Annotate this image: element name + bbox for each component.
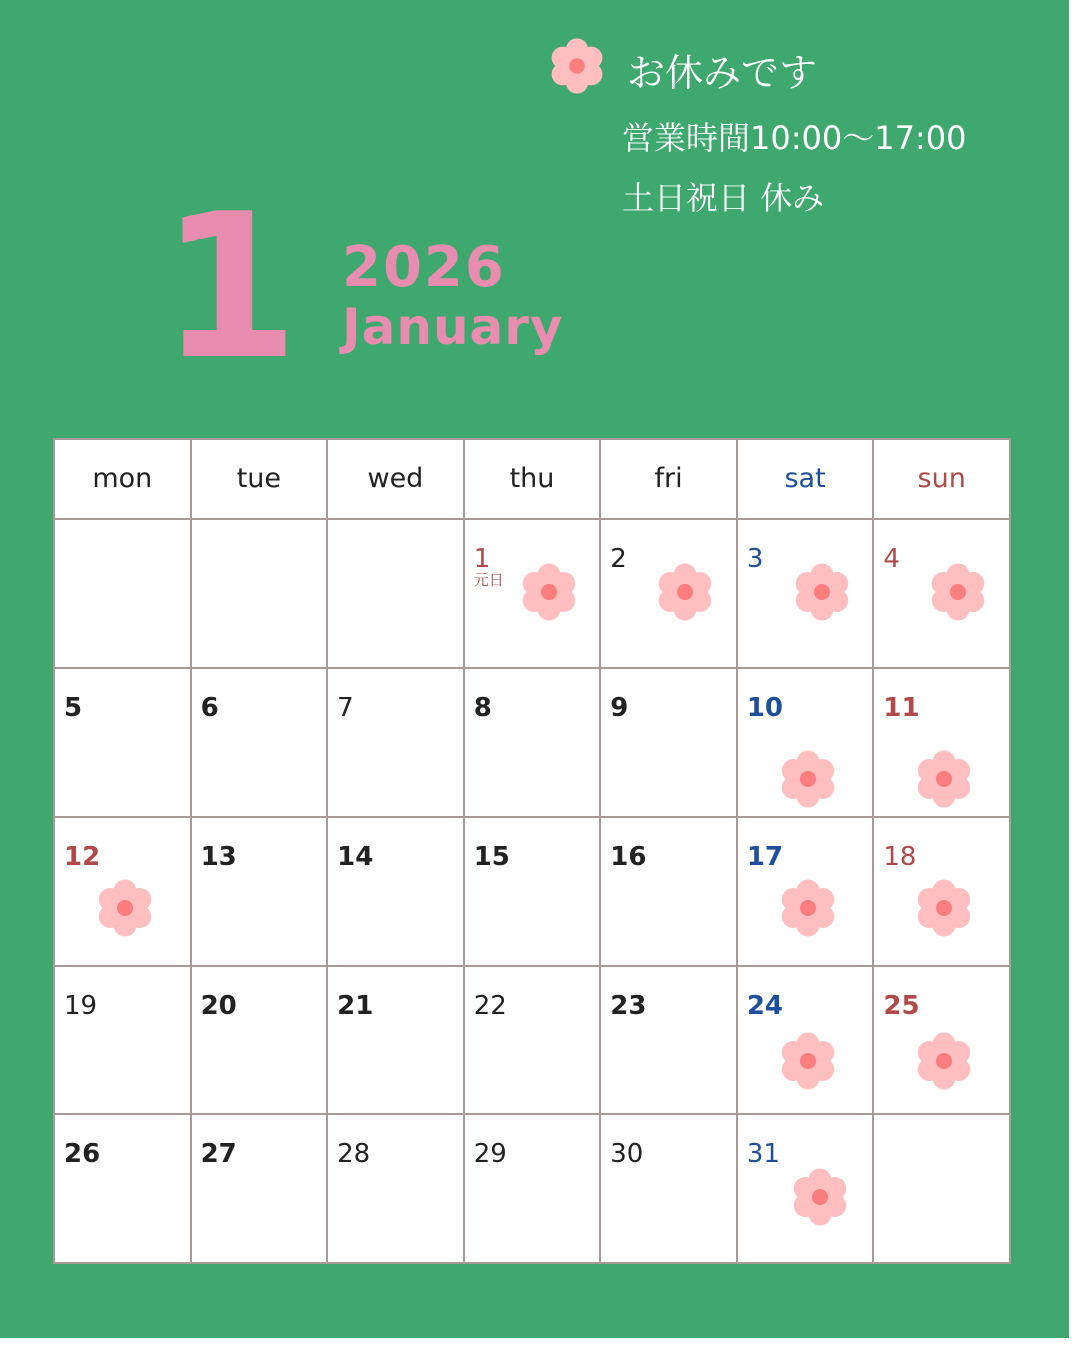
day-number: 22	[473, 990, 507, 1021]
weekday-label: fri	[654, 463, 683, 494]
day-number: 23	[610, 990, 647, 1021]
calendar-week-row	[54, 668, 1010, 817]
weekday-label: thu	[509, 463, 555, 494]
closed-day-flower-icon	[788, 1165, 852, 1229]
weekday-header-tue	[191, 439, 328, 519]
day-number: 6	[200, 693, 219, 724]
calendar-grid	[53, 438, 1011, 1264]
weekday-label: sun	[917, 463, 966, 494]
day-number: 21	[337, 990, 374, 1021]
day-cell	[54, 668, 191, 817]
weekday-header-wed	[327, 439, 464, 519]
closed-day-flower-icon	[912, 747, 976, 811]
weekday-label: wed	[367, 463, 424, 494]
calendar-week-row	[54, 519, 1010, 668]
day-number: 19	[64, 990, 98, 1021]
day-number: 15	[473, 841, 510, 872]
weekday-header-fri	[600, 439, 737, 519]
closed-day-flower-icon	[653, 560, 717, 624]
day-cell	[191, 1114, 328, 1263]
day-cell	[191, 668, 328, 817]
day-number: 25	[883, 990, 920, 1021]
day-number: 31	[746, 1139, 780, 1170]
day-number: 24	[746, 990, 783, 1021]
day-number: 9	[610, 693, 629, 724]
day-cell	[600, 817, 737, 966]
closed-day-flower-icon	[776, 1029, 840, 1093]
weekday-header-sun	[873, 439, 1010, 519]
day-cell	[464, 668, 601, 817]
flower-icon	[546, 35, 608, 97]
weekday-label: mon	[92, 463, 153, 494]
weekday-header-mon	[54, 439, 191, 519]
closed-day-flower-icon	[776, 747, 840, 811]
day-number: 4	[883, 544, 900, 575]
day-cell	[873, 817, 1010, 966]
day-cell	[737, 1114, 874, 1263]
day-number: 8	[473, 693, 492, 724]
day-cell	[600, 519, 737, 668]
year-label: 2026	[342, 235, 506, 300]
day-number: 26	[64, 1139, 101, 1170]
day-number: 5	[64, 693, 83, 724]
day-cell	[191, 966, 328, 1115]
month-name: January	[342, 298, 564, 356]
day-cell	[600, 1114, 737, 1263]
day-cell	[327, 966, 464, 1115]
day-number: 2	[610, 544, 627, 575]
day-cell	[327, 668, 464, 817]
day-number: 30	[610, 1139, 644, 1170]
day-number: 7	[337, 693, 354, 724]
day-number: 29	[473, 1139, 507, 1170]
day-cell	[464, 966, 601, 1115]
closed-days-note: 土日祝日 休み	[622, 179, 825, 217]
day-number: 14	[337, 841, 374, 872]
day-number: 17	[746, 841, 783, 872]
weekday-header-thu	[464, 439, 601, 519]
closed-day-flower-icon	[517, 560, 581, 624]
day-cell	[54, 1114, 191, 1263]
day-cell	[737, 519, 874, 668]
day-cell	[191, 817, 328, 966]
calendar-week-row	[54, 817, 1010, 966]
day-number: 11	[883, 693, 920, 724]
closed-day-flower-icon	[776, 876, 840, 940]
day-cell	[737, 668, 874, 817]
day-cell	[600, 668, 737, 817]
empty-day-cell	[327, 519, 464, 668]
closed-day-flower-icon	[926, 560, 990, 624]
day-cell	[54, 966, 191, 1115]
month-number: 1	[160, 171, 300, 404]
closed-day-flower-icon	[912, 876, 976, 940]
closed-day-flower-icon	[912, 1029, 976, 1093]
day-cell	[873, 519, 1010, 668]
day-number: 16	[610, 841, 647, 872]
calendar-week-row	[54, 966, 1010, 1115]
holiday-name: 元日	[473, 571, 504, 590]
day-cell	[737, 817, 874, 966]
closed-day-flower-icon	[93, 876, 157, 940]
day-cell	[464, 1114, 601, 1263]
day-number: 28	[337, 1139, 371, 1170]
day-cell	[327, 1114, 464, 1263]
day-cell	[600, 966, 737, 1115]
closed-day-flower-icon	[790, 560, 854, 624]
weekday-label: tue	[236, 463, 281, 494]
day-number: 10	[746, 693, 783, 724]
empty-day-cell	[191, 519, 328, 668]
day-cell	[54, 817, 191, 966]
empty-day-cell	[873, 1114, 1010, 1263]
day-cell	[464, 817, 601, 966]
day-number: 1	[473, 544, 491, 575]
day-number: 20	[200, 990, 237, 1021]
weekday-label: sat	[784, 463, 826, 494]
day-number: 18	[883, 841, 917, 872]
day-number: 27	[200, 1139, 237, 1170]
day-cell	[464, 519, 601, 668]
weekday-header-sat	[737, 439, 874, 519]
weekday-header-row	[54, 439, 1010, 519]
empty-day-cell	[54, 519, 191, 668]
day-number: 13	[200, 841, 237, 872]
day-cell	[737, 966, 874, 1115]
day-number: 12	[64, 841, 101, 872]
day-cell	[327, 817, 464, 966]
business-hours: 営業時間10:00〜17:00	[622, 119, 967, 157]
day-number: 3	[746, 544, 764, 575]
day-cell	[873, 668, 1010, 817]
legend-label: お休みです	[627, 51, 818, 95]
calendar-week-row	[54, 1114, 1010, 1263]
day-cell	[873, 966, 1010, 1115]
